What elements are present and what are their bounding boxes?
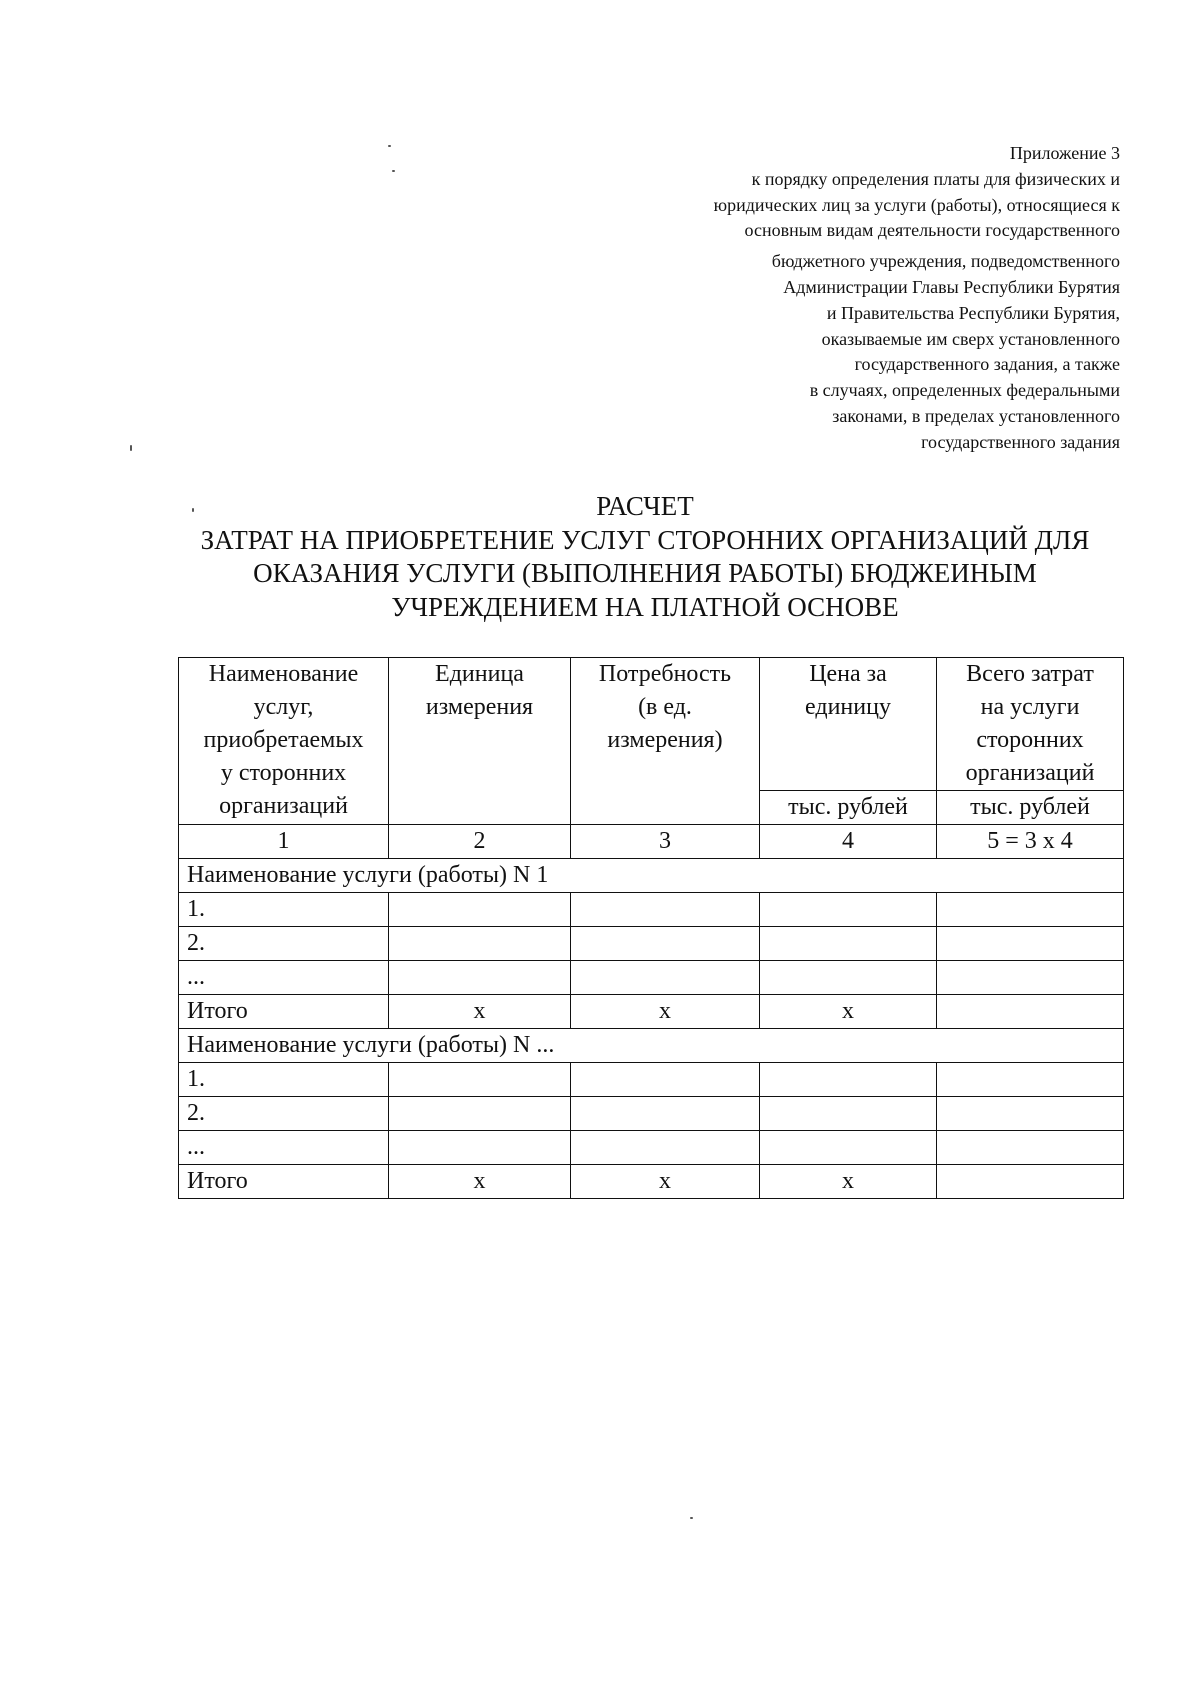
header-price-line: единицу bbox=[805, 694, 891, 720]
empty-cell bbox=[571, 1063, 760, 1097]
header-unit-line: Единица bbox=[435, 661, 524, 687]
unit-price: тыс. рублей bbox=[760, 791, 937, 825]
table-row bbox=[179, 1097, 1124, 1131]
title-line: ОКАЗАНИЯ УСЛУГИ (ВЫПОЛНЕНИЯ РАБОТЫ) БЮДЖЕИНЫМ bbox=[253, 558, 1037, 588]
empty-cell bbox=[937, 1165, 1124, 1199]
appendix-line: Администрации Главы Республики Бурятия bbox=[783, 276, 1120, 297]
section-row bbox=[179, 1029, 1124, 1063]
header-price-line: Цена за bbox=[809, 661, 887, 687]
header-total bbox=[937, 658, 1124, 791]
column-number: 2 bbox=[389, 825, 571, 859]
empty-cell bbox=[760, 893, 937, 927]
empty-cell bbox=[937, 1097, 1124, 1131]
empty-cell bbox=[760, 961, 937, 995]
x-mark: x bbox=[571, 995, 760, 1029]
row-label: ... bbox=[179, 961, 389, 995]
row-label: 1. bbox=[179, 893, 389, 927]
header-services bbox=[179, 658, 389, 825]
header-need-line: Потребность bbox=[598, 661, 732, 687]
appendix-line: государственного задания bbox=[921, 431, 1120, 452]
table-row bbox=[179, 1063, 1124, 1097]
appendix-note bbox=[560, 141, 1120, 456]
row-label: 2. bbox=[179, 1097, 389, 1131]
header-services-line: услуг, bbox=[253, 694, 314, 720]
scan-speck bbox=[392, 170, 395, 172]
scan-speck bbox=[192, 508, 194, 512]
empty-cell bbox=[389, 1131, 571, 1165]
empty-cell bbox=[937, 961, 1124, 995]
empty-cell bbox=[937, 927, 1124, 961]
empty-cell bbox=[937, 1131, 1124, 1165]
column-number: 4 bbox=[760, 825, 937, 859]
empty-cell bbox=[571, 961, 760, 995]
cost-calculation-table bbox=[178, 657, 1124, 1199]
document-title bbox=[160, 490, 1130, 624]
empty-cell bbox=[571, 927, 760, 961]
x-mark: x bbox=[389, 995, 571, 1029]
empty-cell bbox=[937, 995, 1124, 1029]
x-mark: x bbox=[571, 1165, 760, 1199]
appendix-line: оказываемые им сверх установленного bbox=[821, 328, 1120, 349]
table-row bbox=[179, 927, 1124, 961]
header-total-line: организаций bbox=[965, 760, 1095, 786]
column-number: 1 bbox=[179, 825, 389, 859]
total-label: Итого bbox=[179, 1165, 389, 1199]
section-name: Наименование услуги (работы) N 1 bbox=[179, 859, 1124, 893]
header-services-line: Наименование bbox=[208, 661, 359, 687]
header-unit-line: измерения bbox=[425, 694, 534, 720]
empty-cell bbox=[389, 927, 571, 961]
row-label: 2. bbox=[179, 927, 389, 961]
header-services-line: организаций bbox=[219, 793, 348, 819]
empty-cell bbox=[937, 893, 1124, 927]
empty-cell bbox=[389, 1097, 571, 1131]
appendix-line: и Правительства Республики Бурятия, bbox=[826, 302, 1120, 323]
empty-cell bbox=[571, 893, 760, 927]
table-row bbox=[179, 961, 1124, 995]
x-mark: x bbox=[760, 995, 937, 1029]
column-numbers-row bbox=[179, 825, 1124, 859]
table-row bbox=[179, 1131, 1124, 1165]
header-total-line: на услуги bbox=[980, 694, 1080, 720]
appendix-line: государственного задания, а также bbox=[854, 354, 1120, 375]
appendix-line: бюджетного учреждения, подведомственного bbox=[771, 251, 1120, 272]
empty-cell bbox=[389, 1063, 571, 1097]
header-need-line: (в ед. bbox=[638, 694, 692, 720]
header-services-line: у сторонних bbox=[220, 760, 347, 786]
empty-cell bbox=[760, 927, 937, 961]
total-row bbox=[179, 995, 1124, 1029]
header-row bbox=[179, 658, 1124, 791]
x-mark: x bbox=[760, 1165, 937, 1199]
total-label: Итого bbox=[179, 995, 389, 1029]
header-total-line: сторонних bbox=[976, 727, 1084, 753]
table-row bbox=[179, 893, 1124, 927]
appendix-line: основным видам деятельности государственного bbox=[744, 220, 1120, 241]
column-number: 3 bbox=[571, 825, 760, 859]
header-need bbox=[571, 658, 760, 825]
row-label: ... bbox=[179, 1131, 389, 1165]
scan-speck bbox=[388, 145, 391, 147]
empty-cell bbox=[760, 1131, 937, 1165]
appendix-line: Приложение 3 bbox=[1009, 143, 1120, 163]
empty-cell bbox=[389, 893, 571, 927]
x-mark: x bbox=[389, 1165, 571, 1199]
appendix-line: законами, в пределах установленного bbox=[832, 405, 1120, 426]
column-number: 5 = 3 x 4 bbox=[937, 825, 1124, 859]
section-row bbox=[179, 859, 1124, 893]
appendix-line: юридических лиц за услуги (работы), относящиеся к bbox=[713, 194, 1120, 215]
empty-cell bbox=[571, 1131, 760, 1165]
header-services-line: приобретаемых bbox=[203, 727, 364, 753]
empty-cell bbox=[571, 1097, 760, 1131]
title-heading: РАСЧЕТ bbox=[596, 491, 694, 521]
row-label: 1. bbox=[179, 1063, 389, 1097]
scan-speck bbox=[130, 445, 132, 451]
title-line: ЗАТРАТ НА ПРИОБРЕТЕНИЕ УСЛУГ СТОРОННИХ ОРГАНИЗАЦИЙ ДЛЯ bbox=[200, 524, 1090, 555]
header-unit bbox=[389, 658, 571, 825]
header-total-line: Всего затрат bbox=[966, 661, 1094, 687]
empty-cell bbox=[937, 1063, 1124, 1097]
total-row bbox=[179, 1165, 1124, 1199]
empty-cell bbox=[389, 961, 571, 995]
empty-cell bbox=[760, 1097, 937, 1131]
header-price bbox=[760, 658, 937, 791]
section-name: Наименование услуги (работы) N ... bbox=[179, 1029, 1124, 1063]
scan-speck bbox=[690, 1517, 693, 1519]
appendix-line: к порядку определения платы для физических и bbox=[751, 168, 1120, 189]
header-need-line: измерения) bbox=[607, 727, 723, 753]
unit-total: тыс. рублей bbox=[937, 791, 1124, 825]
empty-cell bbox=[760, 1063, 937, 1097]
appendix-line: в случаях, определенных федеральными bbox=[809, 380, 1120, 401]
title-line: УЧРЕЖДЕНИЕМ НА ПЛАТНОЙ ОСНОВЕ bbox=[391, 591, 899, 622]
